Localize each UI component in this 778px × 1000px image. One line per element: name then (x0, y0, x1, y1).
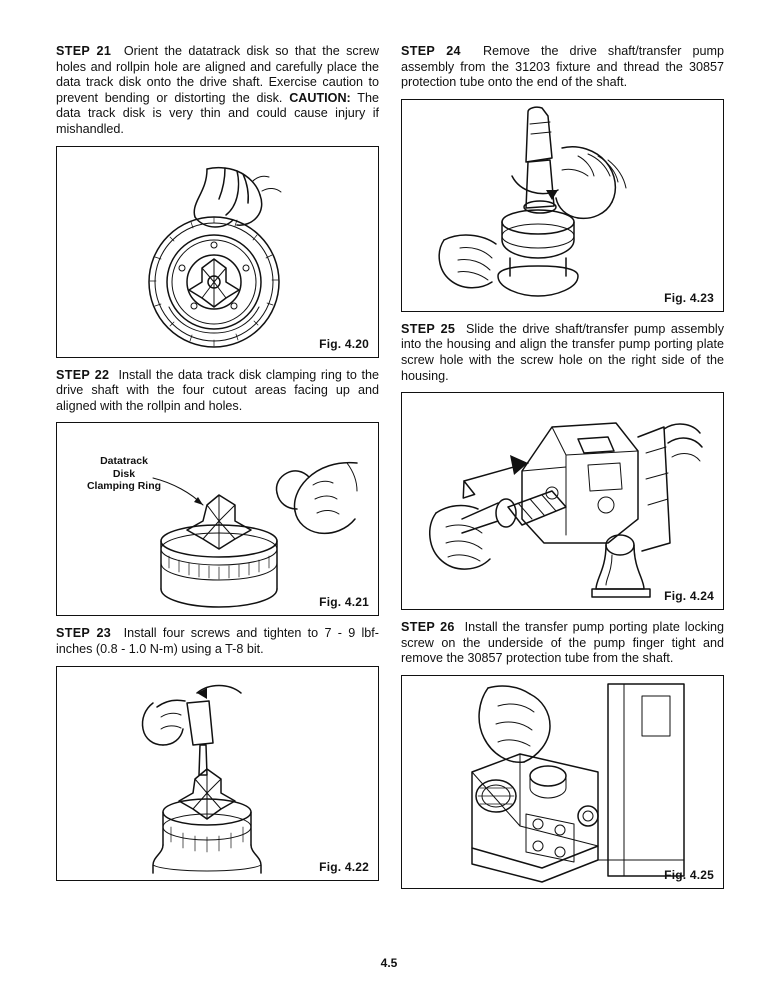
figure-4-20 (56, 146, 379, 358)
page-columns (56, 44, 725, 889)
figure-4-24 (401, 392, 724, 610)
step-24-body: Remove the drive shaft/transfer pump assembly from the 31203 fixture and thread the 30857 protection tube onto the end of the shaft. (401, 44, 725, 90)
callout-line-3: Clamping Ring (86, 480, 162, 493)
step-21-label: STEP 21 (56, 44, 112, 58)
figure-4-25 (401, 675, 724, 889)
figure-4-21-illustration (57, 423, 378, 615)
figure-4-24-illustration (402, 393, 723, 609)
figure-4-21 (56, 422, 379, 616)
step-25-body: Slide the drive shaft/transfer pump assembly into the housing and align the transfer pump porting plate screw hole with the screw hole on the right side of the housing. (401, 321, 725, 383)
step-23-paragraph (56, 626, 379, 657)
figure-4-20-caption: Fig. 4.20 (319, 336, 369, 351)
figure-4-23 (401, 99, 724, 312)
callout-line-2: Disk (112, 467, 136, 480)
step-23-label: STEP 23 (56, 626, 112, 641)
step-25-paragraph (401, 322, 724, 384)
step-23-body: Install four screws and tighten to 7 - 9 lbf-inches (0.8 - 1.0 N-m) using a T-8 bit. (56, 626, 379, 656)
figure-4-22-illustration (57, 667, 378, 880)
figure-4-25-caption: Fig. 4.25 (664, 867, 714, 882)
step-21-body: Orient the datatrack disk so that the screw holes and rollpin hole are aligned and carefully place the data track disk onto the drive shaft. Exercise caution to prevent bending or distorting the disk. (56, 44, 379, 105)
step-26-label: STEP 26 (401, 620, 455, 635)
step-24-paragraph (401, 44, 724, 91)
step-21-paragraph (56, 44, 379, 138)
step-22-label: STEP 22 (56, 367, 110, 382)
step-22-body: Install the data track disk clamping ring to the drive shaft with the four cutout areas facing up and aligned with the rollpin and holes. (56, 367, 379, 413)
step-25-label: STEP 25 (401, 321, 456, 336)
figure-4-20-illustration (57, 147, 378, 357)
figure-4-23-caption: Fig. 4.23 (664, 290, 714, 305)
figure-4-25-illustration (402, 676, 723, 888)
datatrack-disk-clamping-ring-callout (69, 455, 179, 492)
figure-4-22-caption: Fig. 4.22 (319, 859, 369, 874)
figure-4-24-caption: Fig. 4.24 (664, 589, 714, 604)
step-24-label: STEP 24 (401, 44, 461, 58)
left-column (56, 44, 379, 889)
figure-4-23-illustration (402, 100, 723, 311)
step-22-paragraph (56, 368, 379, 415)
step-21-caution-label: CAUTION: (289, 90, 351, 105)
step-21-caution-body: The data track disk is very thin and could cause injury if mishandled. (56, 90, 379, 136)
step-26-paragraph (401, 620, 724, 667)
callout-line-1: Datatrack (100, 455, 148, 468)
figure-4-22 (56, 666, 379, 881)
page-number: 4.5 (380, 956, 398, 970)
figure-4-21-caption: Fig. 4.21 (319, 595, 369, 610)
right-column (401, 44, 724, 889)
step-26-body: Install the transfer pump porting plate locking screw on the underside of the pump finger tight and remove the 30857 protection tube from the shaft. (401, 620, 724, 666)
